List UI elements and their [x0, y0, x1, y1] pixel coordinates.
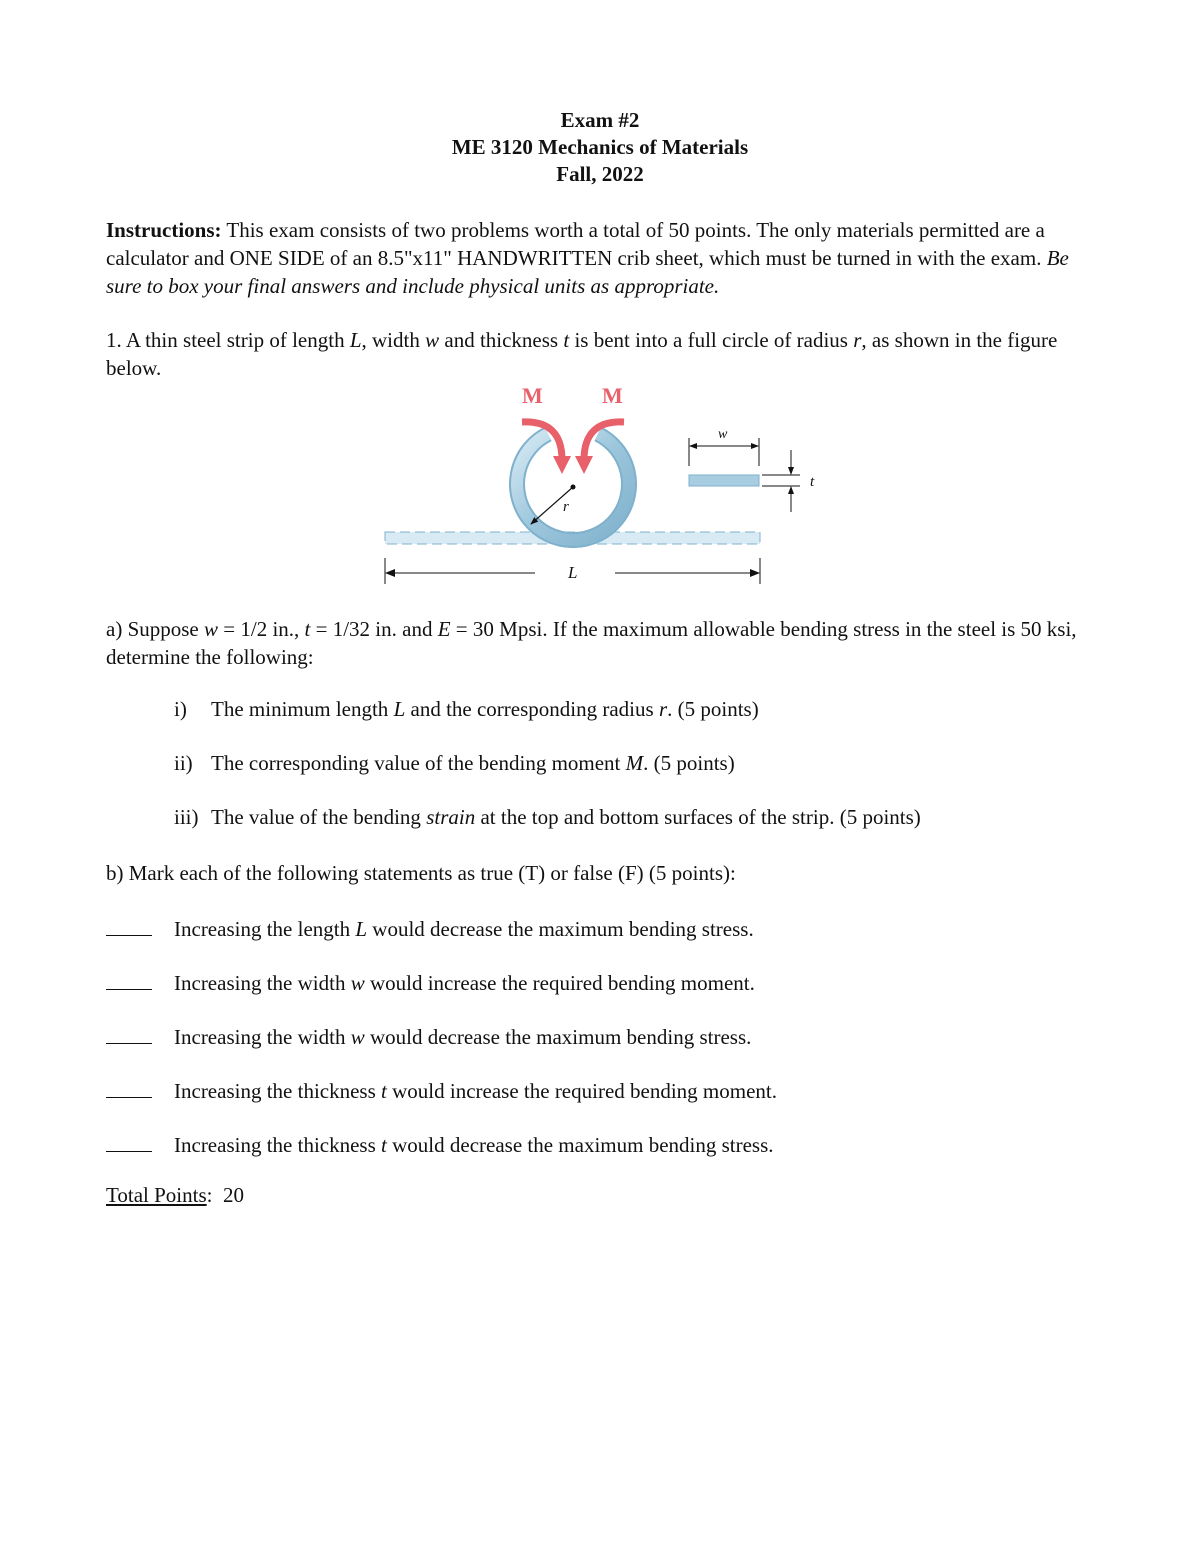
- width-label: w: [718, 427, 728, 442]
- problem-text: , as shown in the figure below.: [106, 328, 1058, 380]
- var-w: w: [350, 971, 365, 995]
- item-number: ii): [174, 751, 193, 775]
- var-L: L: [355, 917, 368, 941]
- answer-blank[interactable]: [106, 967, 152, 990]
- var-t: t: [381, 1079, 387, 1103]
- var-r: r: [658, 697, 668, 721]
- var-L: L: [393, 697, 406, 721]
- statement-text: Increasing the thickness: [174, 1079, 382, 1103]
- problem-1-statement: [106, 326, 1096, 382]
- total-points: [106, 1183, 244, 1208]
- tf-statement-5: [106, 1129, 774, 1158]
- exam-title: Exam #2: [560, 108, 640, 132]
- var-r: r: [853, 328, 862, 352]
- var-w: w: [425, 328, 440, 352]
- part-a-text: = 1/2 in.,: [218, 617, 305, 641]
- item-number: i): [174, 697, 187, 721]
- tf-statement-1: [106, 913, 754, 942]
- part-a-item-3: [174, 805, 921, 830]
- thickness-label: t: [810, 474, 815, 490]
- problem-text: 1. A thin steel strip of length: [106, 328, 350, 352]
- statement-text: would decrease the maximum bending stress.: [364, 1025, 752, 1049]
- problem-text: is bent into a full circle of radius: [569, 328, 854, 352]
- part-a-text: = 30 Mpsi. If the maximum allowable bending stress in the steel is 50 ksi, determine the following:: [106, 617, 1077, 669]
- var-t: t: [381, 1133, 387, 1157]
- tf-statement-4: [106, 1075, 777, 1104]
- moment-label-left: M: [522, 383, 543, 408]
- instructions-label: Instructions:: [106, 218, 222, 242]
- item-points: . (5 points): [643, 751, 735, 775]
- radius-label: r: [563, 499, 569, 515]
- total-points-value: 20: [212, 1183, 244, 1207]
- statement-text: Increasing the length: [174, 917, 356, 941]
- var-w: w: [204, 617, 219, 641]
- item-text: and the corresponding radius: [405, 697, 659, 721]
- var-L: L: [349, 328, 362, 352]
- item-points: . (5 points): [667, 697, 759, 721]
- tf-statement-2: [106, 967, 755, 996]
- statement-text: Increasing the width: [174, 1025, 351, 1049]
- bent-strip-figure: [370, 380, 840, 590]
- item-points: at the top and bottom surfaces of the strip. (5 points): [475, 805, 921, 829]
- part-b-intro: b) Mark each of the following statements as true (T) or false (F) (5 points):: [106, 861, 736, 885]
- part-a-text: a) Suppose: [106, 617, 204, 641]
- problem-text: , width: [361, 328, 426, 352]
- statement-text: Increasing the thickness: [174, 1133, 382, 1157]
- item-text: The corresponding value of the bending moment: [211, 751, 626, 775]
- item-number: iii): [174, 805, 199, 829]
- item-text: The minimum length: [211, 697, 394, 721]
- part-a-text: = 1/32 in. and: [310, 617, 438, 641]
- part-a-item-1: [174, 697, 759, 722]
- problem-text: and thickness: [439, 328, 564, 352]
- length-label: L: [568, 563, 578, 582]
- var-t: t: [304, 617, 311, 641]
- var-t: t: [563, 328, 570, 352]
- instructions-paragraph: [106, 216, 1096, 300]
- answer-blank[interactable]: [106, 1129, 152, 1152]
- var-w: w: [350, 1025, 365, 1049]
- total-points-label: Total Points: [106, 1183, 207, 1207]
- answer-blank[interactable]: [106, 913, 152, 936]
- cross-section: [689, 475, 759, 486]
- part-a-statement: [106, 615, 1096, 671]
- statement-text: would decrease the maximum bending stress.: [386, 1133, 774, 1157]
- statement-text: would increase the required bending moment.: [386, 1079, 778, 1103]
- total-points-colon: :: [206, 1183, 213, 1207]
- statement-text: Increasing the width: [174, 971, 351, 995]
- moment-label-right: M: [602, 383, 623, 408]
- var-strain: strain: [426, 805, 476, 829]
- answer-blank[interactable]: [106, 1075, 152, 1098]
- answer-blank[interactable]: [106, 1021, 152, 1044]
- instructions-emphasis: Be sure to box your final answers and include physical units as appropriate.: [106, 246, 1069, 298]
- var-M: M: [625, 751, 644, 775]
- statement-text: would increase the required bending moment.: [364, 971, 755, 995]
- part-a-item-2: [174, 751, 735, 776]
- instructions-text: This exam consists of two problems worth a total of 50 points. The only materials permitted are a calculator and ONE SIDE of an 8.5"x11" HANDWRITTEN crib sheet, which must be turned in with the exam.: [106, 218, 1047, 270]
- course-title: ME 3120 Mechanics of Materials: [451, 135, 749, 159]
- var-E: E: [437, 617, 451, 641]
- statement-text: would decrease the maximum bending stress.: [367, 917, 754, 941]
- term-label: Fall, 2022: [556, 162, 644, 186]
- tf-statement-3: [106, 1021, 751, 1050]
- item-text: The value of the bending: [211, 805, 427, 829]
